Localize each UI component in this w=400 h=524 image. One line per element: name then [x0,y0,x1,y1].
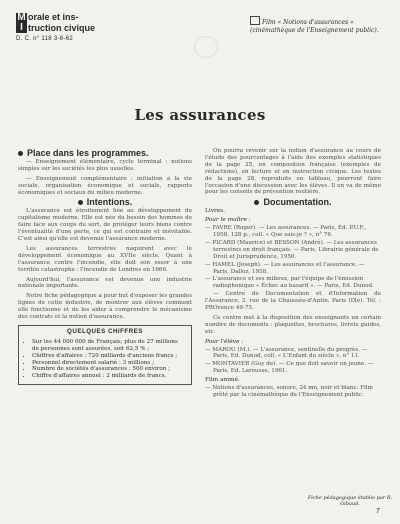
paragraph: L'assurance est étroitement liée au développement du capitalisme moderne. Elle est née du besoin des hommes de faire face aux coups du sort, de protéger leurs biens contre l'éventualité d'une perte, ce qui est contraire et inévitable. C'est ainsi qu'elle est devenue l'assurance moderne. [18,208,192,242]
film-note-text: Film « Notions d'assurances » (cinémathèque de l'Enseignement public). [250,19,379,34]
list-item: • Sur les 44 000 000 de Français, plus de 27 millions de personnes sont assurées, soit 62,5 % ; [32,339,186,353]
paragraph: Notre fiche pédagogique a pour but d'exposer les grandes lignes de cette industrie, de montrer aux élèves comment elle fonctionne et de les aider à comprendre le mécanisme des contrats et la notion d'assurance. [18,293,192,321]
film-icon [250,16,260,25]
bibliography-entry: — PICARD (Maurice) et BESSON (André). — Les assurances terrestres en droit français. — Paris, Librairie générale de Droit et Jurisprudence, 1950. [205,239,379,260]
series-line-1 [16,12,136,23]
list-item: • Chiffres d'affaires : 720 milliards d'anciens francs ; [32,353,186,360]
paragraph: — Centre de Documentation et d'Information de l'Assurance, 2, rue de la Chaussée-d'Antin, Paris (IXe). Tél. : PROvence 49-75. [205,291,381,312]
subheading-pour-l-eleve: Pour l'élève : [205,338,244,345]
bullet-icon [78,200,83,205]
figures-box-title: QUELQUES CHIFFRES [67,327,143,335]
bibliography-entry: — Notions d'assurances, sonore, 24 mn, noir et blanc. Film prêté par la cinémathèque de l'Enseignement public. [205,385,373,398]
series-reference: D. C. n° 118 3-6-62 [16,36,74,42]
series-line-1-text: orale et ins- [28,12,79,22]
figures-list [24,339,186,380]
series-cap-m: M [17,12,26,23]
subheading-livres: Livres. [205,208,225,215]
list-item: • Nombre de sociétés d'assurances : 500 environ ; [32,366,186,373]
series-line-2-text: truction civique [28,23,96,33]
list-item: • Personnel directement salarié : 3 millions ; [32,360,186,367]
paragraph: On pourra revenir sur la notion d'assurance au cours de l'étude des pourcentages à l'aide des exemples statistiques de la page 25, en composition française (exemples de rédactions), en lecture et en instruction civique. Les textes de la page 28, reproduits en tableau, pourront faire l'occasion d'une discussion avec les élèves. Il en va de même pour les conseils de prévention routière. [205,148,381,196]
bibliography-entry: — L'assurance et ses milieux, par l'équipe de l'émission radiophonique « Échec au hasard ». — Paris, Ed. Dunod. [205,276,374,290]
bibliography-entry: — MAROU (M.). — L'assurance, sentinelle du progrès. — Paris, Ed. Dunod, coll. « L'Enfant du siècle », n° 11. [205,346,368,360]
paragraph: — Enseignement élémentaire, cycle terminal : notions simples sur les sociétés les plus usuelles. [18,158,192,172]
section-heading-programmes-text: Place dans les programmes. [27,148,149,158]
left-column [18,148,192,385]
series-line-2 [16,23,136,33]
section-heading-documentation-text: Documentation. [263,197,332,208]
paragraph: — Enseignement complémentaire : initiation à la vie sociale, organisation économique et sociale, rapports économiques et sociaux du milieu moderne. [18,175,192,196]
series-cap-i: I [16,23,27,33]
bibliography-entry: — FAVRE (Roger). — Les assurances. — Paris, Ed. P.U.F., 1958, 128 p., coll. « Que sais-je ? », n° 76. [205,225,367,238]
bullet-icon [18,151,23,156]
author-note: Fiche pédagogique établie par R. Gibaud. [307,495,393,507]
page-number: 7 [376,508,380,515]
bullet-icon [254,200,259,205]
subheading-pour-le-maitre: Pour le maître : [205,217,251,224]
paragraph: Aujourd'hui, l'assurance est devenue une industrie nationale importante. [18,276,192,290]
paragraph: Les assurances terrestres naquirent avec le développement économique au XVIIe siècle. Quant à l'assurance contre l'incendie, elle doit son essor à une terrible catastrophe : l'incendie de Londres en 1666. [18,245,192,273]
film-reference-note [250,16,390,35]
bibliography-entry: — MONTAVIER (Guy de). — Ce que doit savoir un jeune. — Paris, Ed. Larousse, 1961. [205,361,374,375]
list-item: • Chiffre d'affaires annuel : 2 milliards de francs. [32,373,186,380]
section-heading-programmes [18,150,192,157]
right-column [205,148,381,400]
paragraph: Ce centre met à la disposition des enseignants un certain nombre de documents : plaquettes, brochures, livrets guides, etc. [205,314,381,335]
faint-emblem-icon [194,36,218,58]
section-heading-documentation [205,199,381,206]
bibliography-entry: — HAMEL (Joseph). — Les assurances et l'assurance. — Paris, Dalloz, 1958. [205,261,365,275]
figures-box [18,325,192,385]
series-header [16,12,136,42]
section-heading-intentions-text: Intentions. [86,197,133,208]
page-title: Les assurances [134,106,266,124]
subheading-film: Film animé. [205,377,240,384]
section-heading-intentions [18,199,192,206]
